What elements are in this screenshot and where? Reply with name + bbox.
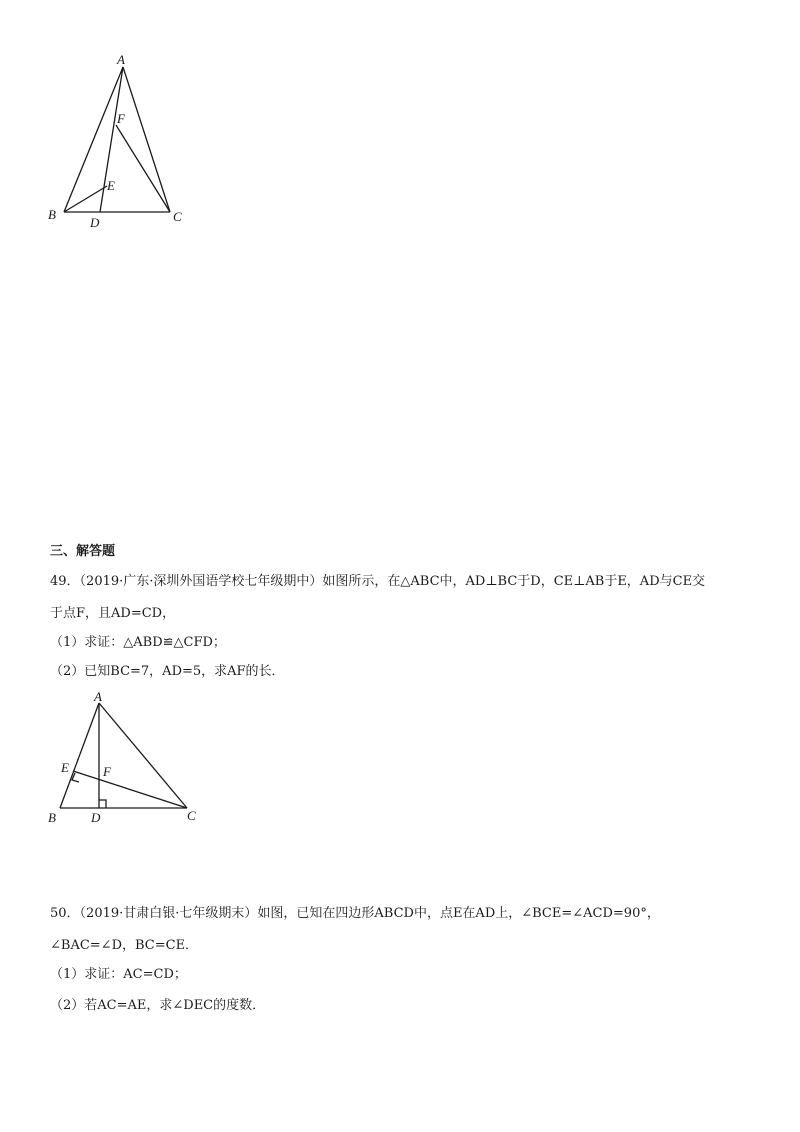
label-e: E (107, 178, 115, 193)
q49-stem-line2: 于点F，且AD=CD， (50, 606, 176, 621)
label-c: C (187, 808, 196, 823)
segment-fc (116, 125, 170, 212)
q50-stem-line2: ∠BAC=∠D，BC=CE． (50, 938, 199, 953)
segment-ce (73, 771, 187, 808)
figure1-lines (64, 67, 170, 212)
figure2-lines (60, 703, 187, 808)
segment-ac (123, 67, 170, 212)
q49-part2: （2）已知BC=7，AD=5，求AF的长． (50, 664, 285, 679)
segment-ab (60, 703, 99, 808)
label-c: C (173, 209, 182, 224)
q50-part1: （1）求证：AC=CD； (50, 967, 187, 982)
label-b: B (48, 207, 56, 222)
q49-part1: （1）求证：△ABD≌△CFD； (50, 635, 226, 650)
label-b: B (48, 810, 56, 825)
label-f: F (117, 111, 125, 126)
segment-ac (99, 703, 187, 808)
label-f: F (103, 764, 111, 779)
section-heading: 三、解答题 (50, 544, 116, 559)
right-angle-mark-d (99, 800, 106, 808)
label-a: A (117, 52, 125, 67)
label-d: D (91, 810, 101, 825)
q49-stem-line1: 49．（2019·广东·深圳外国语学校七年级期中）如图所示，在△ABC中，AD⊥BC于D，CE⊥AB于E，AD与CE交 (50, 574, 706, 589)
q50-part2: （2）若AC=AE，求∠DEC的度数． (50, 998, 266, 1013)
figure-triangle-abc-2 (40, 688, 215, 828)
figure-triangle-abc-1 (40, 45, 200, 235)
label-e: E (61, 760, 69, 775)
label-d: D (90, 215, 100, 230)
q50-stem-line1: 50．（2019·甘肃白银·七年级期末）如图，已知在四边形ABCD中，点E在AD上，∠BCE=∠ACD=90°， (50, 906, 660, 921)
label-a: A (94, 689, 102, 704)
